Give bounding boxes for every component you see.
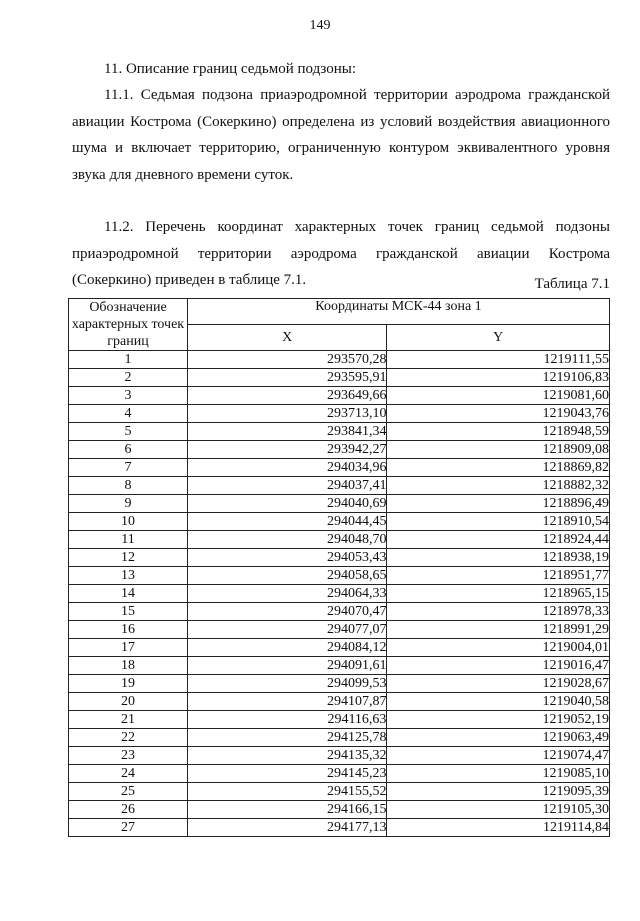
y-coordinate-cell: 1219106,83 bbox=[387, 369, 610, 387]
paragraph-11-2-text: 11.2. Перечень координат характерных точек границ седьмой подзоны приаэродромной территории аэродрома гражданской авиации Кострома (Сокеркино) приведен в таблице 7.1. bbox=[72, 219, 610, 288]
point-number-cell: 5 bbox=[69, 423, 188, 441]
point-number-cell: 10 bbox=[69, 513, 188, 531]
header-y: Y bbox=[387, 325, 610, 351]
table-row bbox=[69, 801, 610, 819]
y-coordinate-cell: 1219074,47 bbox=[387, 747, 610, 765]
table-row bbox=[69, 369, 610, 387]
x-coordinate-cell: 294064,33 bbox=[188, 585, 387, 603]
y-coordinate-cell: 1218991,29 bbox=[387, 621, 610, 639]
x-coordinate-cell: 294077,07 bbox=[188, 621, 387, 639]
paragraph-11-2 bbox=[72, 214, 610, 294]
page-number: 149 bbox=[309, 18, 331, 33]
point-number-cell: 25 bbox=[69, 783, 188, 801]
table-row bbox=[69, 459, 610, 477]
table-row bbox=[69, 675, 610, 693]
x-coordinate-cell: 294084,12 bbox=[188, 639, 387, 657]
y-coordinate-cell: 1218965,15 bbox=[387, 585, 610, 603]
paragraph-11-1 bbox=[72, 82, 610, 188]
section-heading: 11. Описание границ седьмой подзоны: bbox=[104, 61, 356, 77]
y-coordinate-cell: 1218924,44 bbox=[387, 531, 610, 549]
header-point-label: Обозначение характерных точек границ bbox=[69, 299, 188, 351]
y-coordinate-cell: 1219028,67 bbox=[387, 675, 610, 693]
x-coordinate-cell: 294091,61 bbox=[188, 657, 387, 675]
header-coordinate-system: Координаты МСК-44 зона 1 bbox=[188, 299, 610, 325]
x-coordinate-cell: 294048,70 bbox=[188, 531, 387, 549]
point-number-cell: 24 bbox=[69, 765, 188, 783]
table-row bbox=[69, 585, 610, 603]
point-number-cell: 16 bbox=[69, 621, 188, 639]
table-row bbox=[69, 819, 610, 837]
y-coordinate-cell: 1219111,55 bbox=[387, 351, 610, 369]
paragraph-11-1-text: 11.1. Седьмая подзона приаэродромной территории аэродрома гражданской авиации Кострома (Сокеркино) определена из условий воздействия авиационного шума и включает территорию, ограниченную контуром эквивалентного уровня звука для дневного времени суток. bbox=[72, 87, 610, 183]
point-number-cell: 20 bbox=[69, 693, 188, 711]
y-coordinate-cell: 1219040,58 bbox=[387, 693, 610, 711]
table-row bbox=[69, 639, 610, 657]
table-row bbox=[69, 549, 610, 567]
table-row bbox=[69, 387, 610, 405]
x-coordinate-cell: 294070,47 bbox=[188, 603, 387, 621]
point-number-cell: 6 bbox=[69, 441, 188, 459]
y-coordinate-cell: 1218869,82 bbox=[387, 459, 610, 477]
point-number-cell: 1 bbox=[69, 351, 188, 369]
table-row bbox=[69, 567, 610, 585]
point-number-cell: 8 bbox=[69, 477, 188, 495]
x-coordinate-cell: 294034,96 bbox=[188, 459, 387, 477]
x-coordinate-cell: 294135,32 bbox=[188, 747, 387, 765]
table-row bbox=[69, 423, 610, 441]
x-coordinate-cell: 294145,23 bbox=[188, 765, 387, 783]
point-number-cell: 21 bbox=[69, 711, 188, 729]
y-coordinate-cell: 1219114,84 bbox=[387, 819, 610, 837]
y-coordinate-cell: 1219085,10 bbox=[387, 765, 610, 783]
table-row bbox=[69, 711, 610, 729]
point-number-cell: 2 bbox=[69, 369, 188, 387]
x-coordinate-cell: 293570,28 bbox=[188, 351, 387, 369]
x-coordinate-cell: 294116,63 bbox=[188, 711, 387, 729]
table-row bbox=[69, 783, 610, 801]
y-coordinate-cell: 1218938,19 bbox=[387, 549, 610, 567]
point-number-cell: 4 bbox=[69, 405, 188, 423]
table-caption: Таблица 7.1 bbox=[534, 276, 610, 292]
y-coordinate-cell: 1218951,77 bbox=[387, 567, 610, 585]
x-coordinate-cell: 293595,91 bbox=[188, 369, 387, 387]
x-coordinate-cell: 294040,69 bbox=[188, 495, 387, 513]
point-number-cell: 27 bbox=[69, 819, 188, 837]
x-coordinate-cell: 294155,52 bbox=[188, 783, 387, 801]
table-row bbox=[69, 477, 610, 495]
table-row bbox=[69, 693, 610, 711]
table-row bbox=[69, 657, 610, 675]
point-number-cell: 9 bbox=[69, 495, 188, 513]
x-coordinate-cell: 294037,41 bbox=[188, 477, 387, 495]
y-coordinate-cell: 1219016,47 bbox=[387, 657, 610, 675]
y-coordinate-cell: 1219095,39 bbox=[387, 783, 610, 801]
point-number-cell: 11 bbox=[69, 531, 188, 549]
table-row bbox=[69, 747, 610, 765]
y-coordinate-cell: 1219043,76 bbox=[387, 405, 610, 423]
x-coordinate-cell: 293713,10 bbox=[188, 405, 387, 423]
table-row bbox=[69, 621, 610, 639]
y-coordinate-cell: 1219052,19 bbox=[387, 711, 610, 729]
point-number-cell: 19 bbox=[69, 675, 188, 693]
table-row bbox=[69, 405, 610, 423]
x-coordinate-cell: 294058,65 bbox=[188, 567, 387, 585]
header-x: X bbox=[188, 325, 387, 351]
table-row bbox=[69, 729, 610, 747]
x-coordinate-cell: 294053,43 bbox=[188, 549, 387, 567]
coordinates-table-body bbox=[69, 351, 610, 837]
x-coordinate-cell: 294125,78 bbox=[188, 729, 387, 747]
table-row bbox=[69, 351, 610, 369]
point-number-cell: 26 bbox=[69, 801, 188, 819]
point-number-cell: 13 bbox=[69, 567, 188, 585]
point-number-cell: 12 bbox=[69, 549, 188, 567]
y-coordinate-cell: 1219004,01 bbox=[387, 639, 610, 657]
y-coordinate-cell: 1218948,59 bbox=[387, 423, 610, 441]
y-coordinate-cell: 1218978,33 bbox=[387, 603, 610, 621]
table-row bbox=[69, 513, 610, 531]
x-coordinate-cell: 294044,45 bbox=[188, 513, 387, 531]
point-number-cell: 14 bbox=[69, 585, 188, 603]
y-coordinate-cell: 1219105,30 bbox=[387, 801, 610, 819]
table-row bbox=[69, 765, 610, 783]
x-coordinate-cell: 294166,15 bbox=[188, 801, 387, 819]
y-coordinate-cell: 1219081,60 bbox=[387, 387, 610, 405]
table-row bbox=[69, 441, 610, 459]
x-coordinate-cell: 294107,87 bbox=[188, 693, 387, 711]
point-number-cell: 17 bbox=[69, 639, 188, 657]
x-coordinate-cell: 293649,66 bbox=[188, 387, 387, 405]
point-number-cell: 15 bbox=[69, 603, 188, 621]
y-coordinate-cell: 1218882,32 bbox=[387, 477, 610, 495]
table-row bbox=[69, 531, 610, 549]
x-coordinate-cell: 293841,34 bbox=[188, 423, 387, 441]
y-coordinate-cell: 1219063,49 bbox=[387, 729, 610, 747]
x-coordinate-cell: 294177,13 bbox=[188, 819, 387, 837]
table-row bbox=[69, 603, 610, 621]
table-row bbox=[69, 495, 610, 513]
y-coordinate-cell: 1218896,49 bbox=[387, 495, 610, 513]
coordinates-table bbox=[68, 298, 610, 837]
point-number-cell: 3 bbox=[69, 387, 188, 405]
x-coordinate-cell: 293942,27 bbox=[188, 441, 387, 459]
y-coordinate-cell: 1218910,54 bbox=[387, 513, 610, 531]
point-number-cell: 7 bbox=[69, 459, 188, 477]
point-number-cell: 18 bbox=[69, 657, 188, 675]
x-coordinate-cell: 294099,53 bbox=[188, 675, 387, 693]
point-number-cell: 22 bbox=[69, 729, 188, 747]
y-coordinate-cell: 1218909,08 bbox=[387, 441, 610, 459]
point-number-cell: 23 bbox=[69, 747, 188, 765]
